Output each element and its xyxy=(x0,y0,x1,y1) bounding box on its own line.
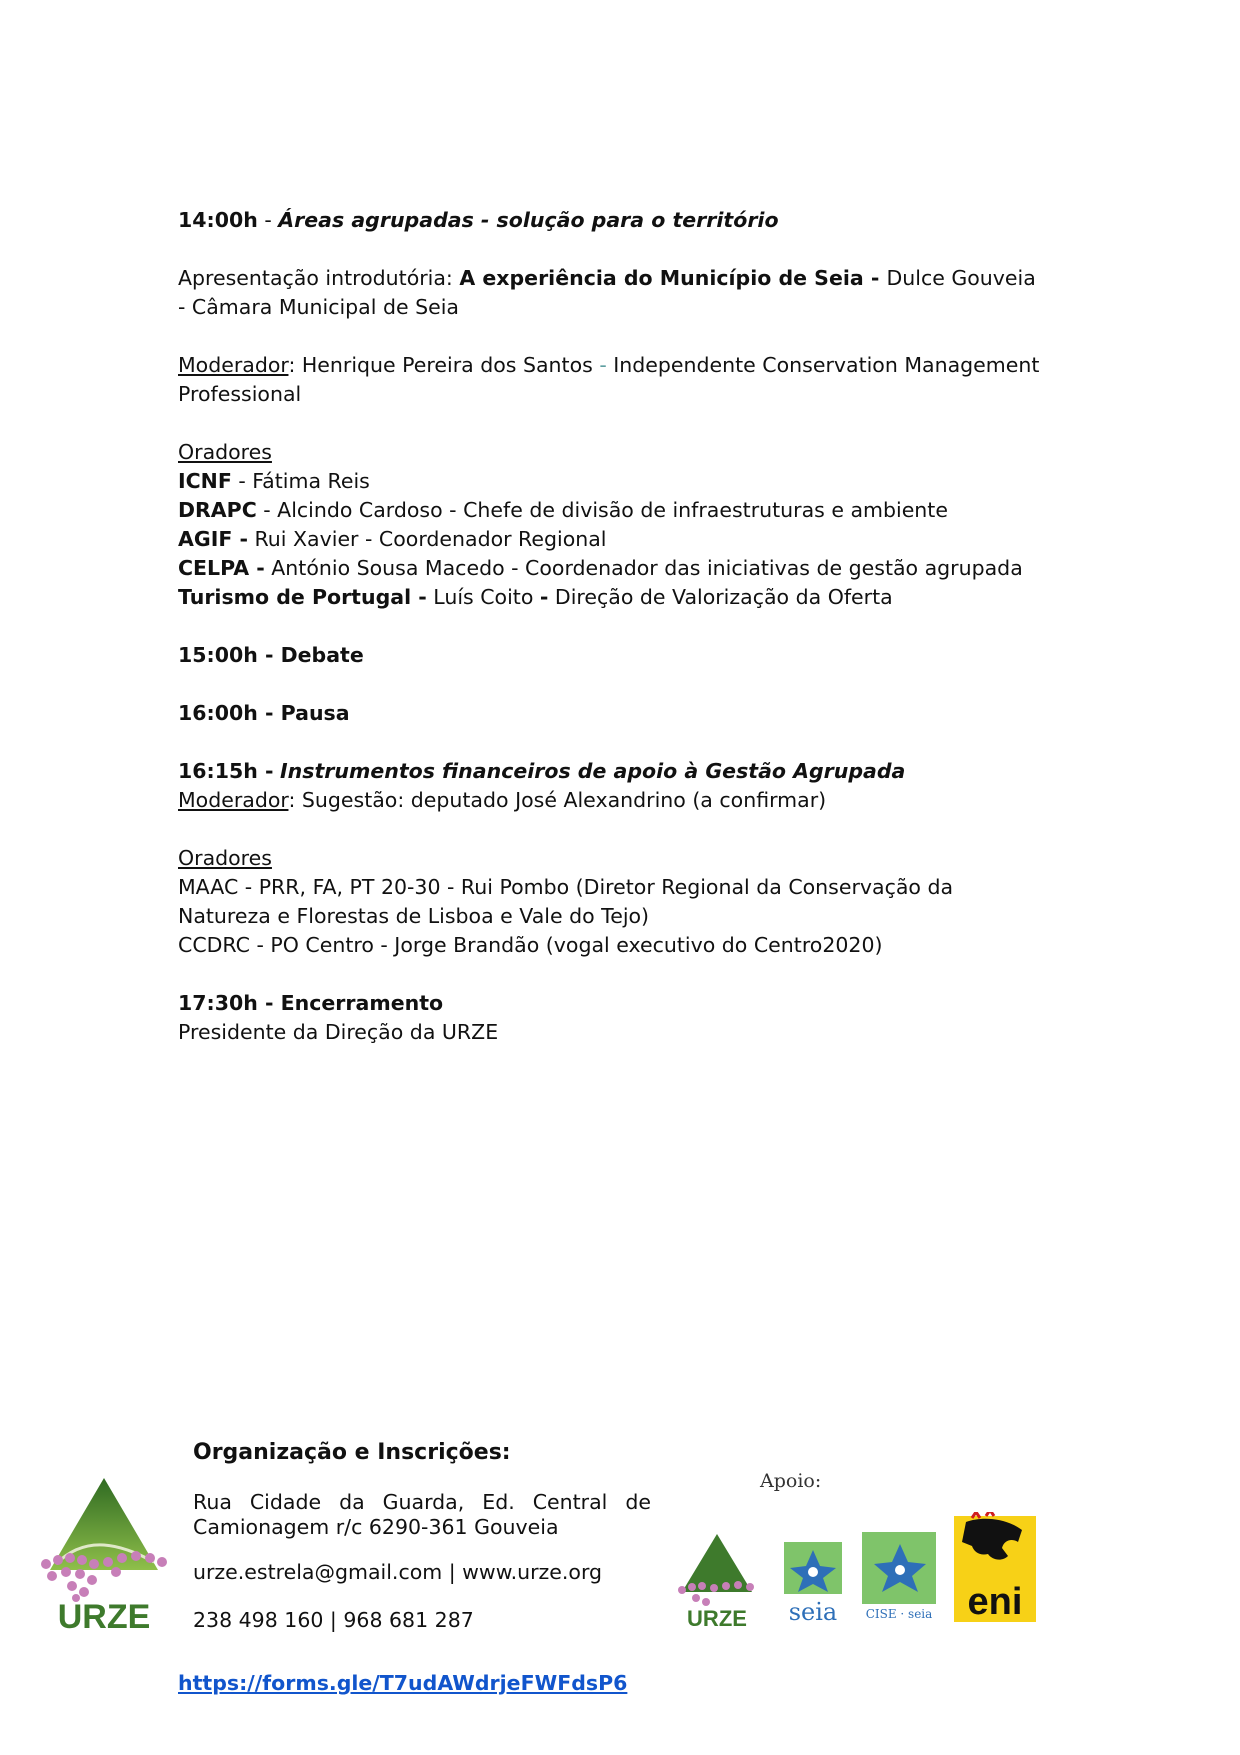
urze-small-wordmark: URZE xyxy=(687,1606,747,1630)
footer-address: Rua Cidade da Guarda, Ed. Central de Camionagem r/c 6290-361 Gouveia xyxy=(193,1490,651,1539)
moderator-name: : Henrique Pereira dos Santos xyxy=(288,353,600,377)
eni-wordmark: eni xyxy=(967,1581,1023,1623)
urze-logo xyxy=(36,1474,172,1634)
session-2-time: 16:15h - xyxy=(178,759,274,783)
session-1-time: 14:00h xyxy=(178,208,258,232)
speaker-text: - Alcindo Cardoso - Chefe de divisão de infraestruturas e ambiente xyxy=(256,498,948,522)
moderator-role: Independente Conservation Management xyxy=(606,353,1040,377)
urze-wordmark: URZE xyxy=(57,1598,151,1634)
speaker-icnf xyxy=(178,467,1078,496)
moderator-role-line2: Professional xyxy=(178,382,302,406)
moderator-2 xyxy=(178,786,1078,815)
session-1-heading xyxy=(178,206,1078,235)
registration-form-link[interactable]: https://forms.gle/T7udAWdrjeFWFdsP6 xyxy=(178,1671,628,1695)
dash: - xyxy=(539,585,549,609)
speaker-ccdrc: CCDRC - PO Centro - Jorge Brandão (vogal executivo do Centro2020) xyxy=(178,933,883,957)
debate-heading: 15:00h - Debate xyxy=(178,643,364,667)
speaker-org: CELPA - xyxy=(178,556,265,580)
moderator-1 xyxy=(178,351,1078,380)
cise-wordmark: CISE · seia xyxy=(865,1607,933,1621)
seia-wordmark: seia xyxy=(788,1598,838,1626)
intro-label: Apresentação introdutória: xyxy=(178,266,460,290)
speakers-label: Oradores xyxy=(178,846,272,870)
session-2-title: Instrumentos financeiros de apoio à Gestão Agrupada xyxy=(280,759,906,783)
session-2-heading xyxy=(178,757,1078,786)
speaker-maac-line2: Natureza e Florestas de Lisboa e Vale do Tejo) xyxy=(178,904,650,928)
agenda xyxy=(178,206,1078,1047)
speaker-org: DRAPC xyxy=(178,498,257,522)
speaker-org: Turismo de Portugal - xyxy=(178,585,427,609)
intro-title: A experiência do Município de Seia - xyxy=(459,266,887,290)
footer-title: Organização e Inscrições: xyxy=(193,1440,511,1465)
intro-presentation xyxy=(178,264,1078,293)
speaker-text: - Fátima Reis xyxy=(231,469,370,493)
intro-line2: - Câmara Municipal de Seia xyxy=(178,295,459,319)
speaker-celpa xyxy=(178,554,1078,583)
support-label: Apoio: xyxy=(760,1470,822,1492)
moderator-label: Moderador xyxy=(178,353,289,377)
intro-speaker: Dulce Gouveia xyxy=(886,266,1036,290)
speaker-text: Rui Xavier - Coordenador Regional xyxy=(247,527,607,551)
speaker-maac: MAAC - PRR, FA, PT 20-30 - Rui Pombo (Diretor Regional da Conservação da xyxy=(178,875,954,899)
cise-seia-logo xyxy=(860,1530,938,1628)
speaker-text: Direção de Valorização da Oferta xyxy=(548,585,893,609)
speaker-drapc xyxy=(178,496,1078,525)
speaker-org: AGIF - xyxy=(178,527,248,551)
speaker-text: António Sousa Macedo - Coordenador das iniciativas de gestão agrupada xyxy=(264,556,1023,580)
session-1-title: Áreas agrupadas - solução para o território xyxy=(278,208,779,232)
pause-heading: 16:00h - Pausa xyxy=(178,701,350,725)
footer-phones: 238 498 160 | 968 681 287 xyxy=(193,1608,474,1632)
eni-logo xyxy=(952,1512,1038,1624)
footer-email-web[interactable]: urze.estrela@gmail.com | www.urze.org xyxy=(193,1560,603,1584)
separator: - xyxy=(599,353,607,377)
urze-small-logo xyxy=(672,1530,762,1630)
moderator-text: : Sugestão: deputado José Alexandrino (a confirmar) xyxy=(288,788,827,812)
speaker-org: ICNF xyxy=(178,469,232,493)
seia-logo xyxy=(780,1540,850,1628)
speaker-text: Luís Coito xyxy=(426,585,540,609)
speakers-label: Oradores xyxy=(178,440,272,464)
speaker-turismo xyxy=(178,583,1078,612)
closing-text: Presidente da Direção da URZE xyxy=(178,1020,499,1044)
dash: - xyxy=(257,208,279,232)
closing-heading: 17:30h - Encerramento xyxy=(178,991,444,1015)
moderator-label: Moderador xyxy=(178,788,289,812)
speaker-agif xyxy=(178,525,1078,554)
